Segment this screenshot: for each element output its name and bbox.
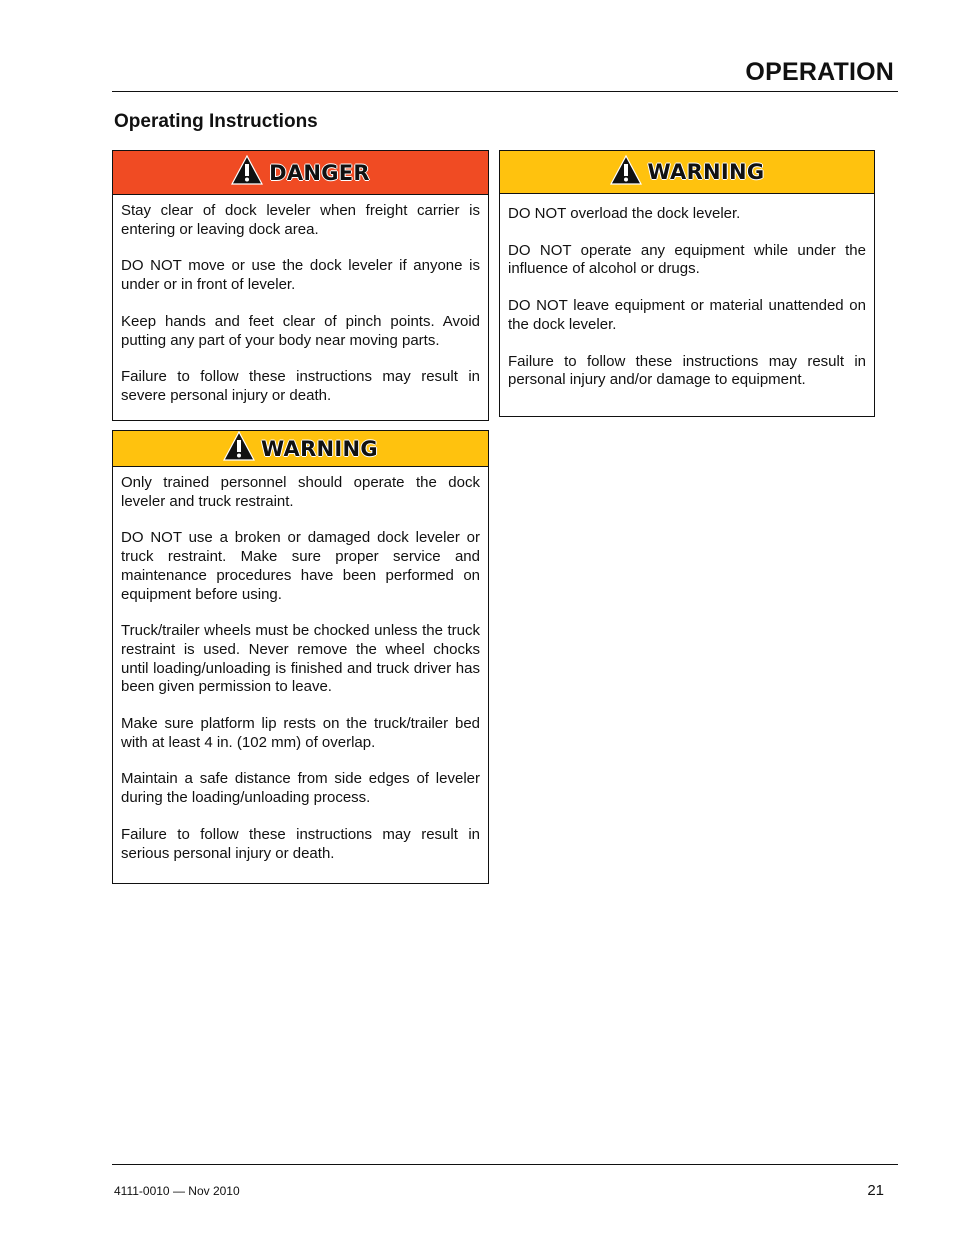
danger-paragraph: Stay clear of dock leveler when freight carrier is entering or leaving dock area. [121, 202, 480, 238]
danger-paragraph: Failure to follow these instructions may result in severe personal injury or death. [121, 368, 480, 404]
warning-header [113, 431, 488, 467]
document-id: 4111-0010 — Nov 2010 [114, 1184, 240, 1198]
page-number: 21 [867, 1182, 884, 1199]
warning-paragraph: Maintain a safe distance from side edges of leveler during the loading/unloading process. [121, 770, 480, 807]
subsection-title: Operating Instructions [114, 111, 318, 132]
warning-header [500, 151, 874, 194]
warning-paragraph: Truck/trailer wheels must be chocked unless the truck restraint is used. Never remove the wheel chocks until loading/unloading is finished and truck driver has been given permission to leave. [121, 622, 480, 696]
warning-paragraph: Make sure platform lip rests on the truck/trailer bed with at least 4 in. (102 mm) of overlap. [121, 715, 480, 751]
warning-paragraph: Failure to follow these instructions may result in personal injury and/or damage to equipment. [508, 352, 866, 389]
footer-rule [112, 1164, 898, 1165]
header-rule [112, 91, 898, 92]
section-title: OPERATION [745, 58, 894, 86]
warning-paragraph: DO NOT leave equipment or material unattended on the dock leveler. [508, 297, 866, 333]
warning-body [500, 194, 874, 396]
danger-paragraph: DO NOT move or use the dock leveler if anyone is under or in front of leveler. [121, 257, 480, 294]
warning-paragraph: DO NOT overload the dock leveler. [508, 205, 741, 222]
warning-triangle-icon [231, 155, 263, 190]
warning-paragraph: DO NOT use a broken or damaged dock leveler or truck restraint. Make sure proper service and maintenance procedures have been performed on equipment before using. [121, 529, 480, 603]
warning-label: WARNING [647, 160, 765, 184]
danger-label: DANGER [269, 160, 370, 185]
danger-body [113, 195, 488, 412]
danger-header [113, 151, 488, 195]
warning-box-overload [499, 150, 875, 417]
warning-box-operation [112, 430, 489, 884]
warning-label: WARNING [261, 436, 378, 461]
warning-paragraph: Only trained personnel should operate the dock leveler and truck restraint. [121, 474, 480, 510]
danger-paragraph: Keep hands and feet clear of pinch points. Avoid putting any part of your body near moving parts. [121, 312, 480, 349]
warning-paragraph: DO NOT operate any equipment while under the influence of alcohol or drugs. [508, 241, 866, 278]
warning-paragraph: Failure to follow these instructions may result in serious personal injury or death. [121, 825, 480, 862]
warning-triangle-icon [610, 155, 642, 190]
warning-triangle-icon [223, 431, 255, 466]
warning-body [113, 467, 488, 869]
danger-box [112, 150, 489, 421]
